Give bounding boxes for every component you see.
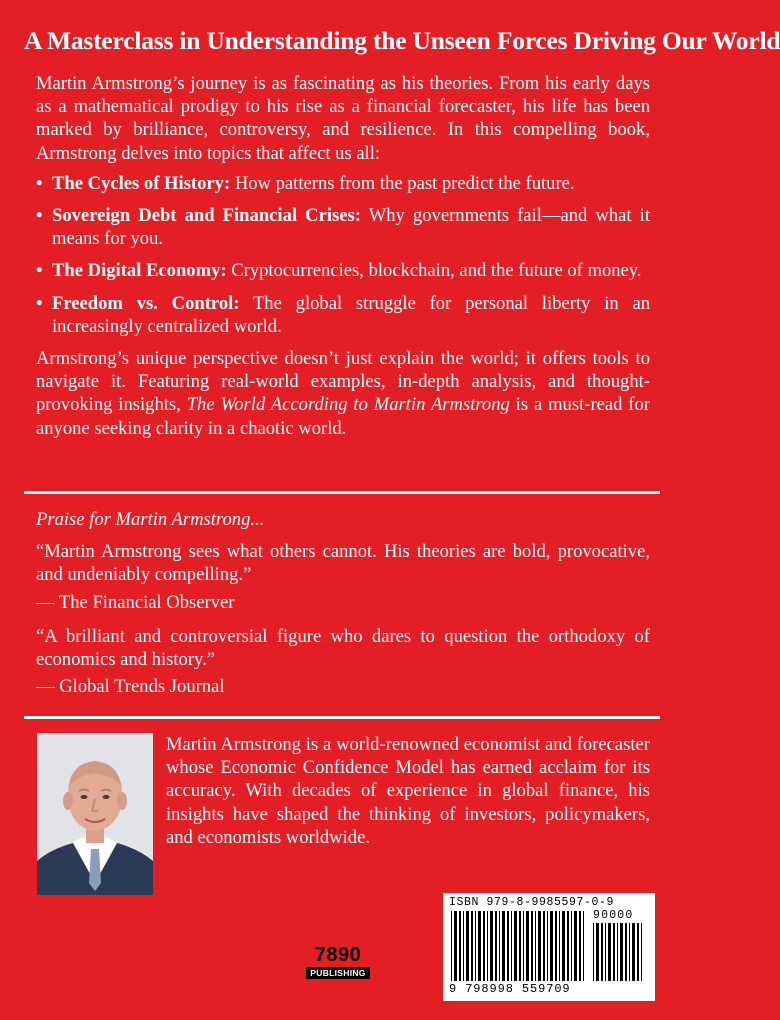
- barcode-bar: [579, 911, 581, 981]
- barcode-bar: [523, 911, 524, 981]
- barcode-bar: [637, 923, 639, 981]
- book-blurb: [36, 72, 650, 440]
- barcode-bar: [562, 911, 565, 981]
- barcode-bar: [613, 923, 615, 981]
- barcode-bar: [471, 911, 473, 981]
- barcode-bar: [463, 911, 464, 981]
- price-code: 90000: [593, 909, 634, 922]
- topic-title: Sovereign Debt and Financial Crises:: [52, 205, 361, 227]
- praise-quote: “Martin Armstrong sees what others cannot. His theories are bold, provocative, and undeniably compelling.”: [36, 541, 650, 586]
- barcode-bar: [641, 923, 642, 981]
- barcode-bar: [478, 911, 481, 981]
- praise-heading: Praise for Martin Armstrong...: [36, 509, 265, 530]
- closing-paragraph: [36, 347, 650, 440]
- divider-top: [24, 491, 660, 494]
- barcode-bar: [499, 911, 500, 981]
- topic-item: [36, 204, 650, 250]
- barcode-bar: [519, 911, 521, 981]
- topic-text: Cryptocurrencies, blockchain, and the future of money.: [226, 260, 642, 282]
- barcode-bar: [466, 911, 469, 981]
- barcode-bar: [559, 911, 560, 981]
- topic-text: The global struggle for personal liberty in an increasingly centralized world.: [52, 292, 650, 337]
- publisher-logo-word: PUBLISHING: [306, 967, 370, 979]
- barcode-bar: [608, 923, 611, 981]
- barcode-bar: [511, 911, 512, 981]
- barcode-bar: [574, 911, 577, 981]
- barcode-bar: [451, 911, 452, 981]
- closing-text-before: Armstrong’s unique perspective doesn’t just explain the world; it offers tools to navigate it. Featuring real-world examples, in-depth analysis, and thought-provoking insights,: [36, 348, 650, 416]
- intro-paragraph: Martin Armstrong’s journey is as fascinating as his theories. From his early days as a mathematical prodigy to his rise as a financial forecaster, his life has been marked by brilliance, controversy, and resilience. In this compelling book, Armstrong delves into topics that affect us all:: [36, 73, 650, 164]
- barcode-digits: 9 798998 559709: [449, 982, 571, 996]
- barcode-bar: [538, 911, 541, 981]
- author-bio: Martin Armstrong is a world-renowned economist and forecaster whose Economic Confidence Model has earned acclaim for its accuracy. With decades of experience in global finance, his insights have shaped the thinking of investors, policymakers, and economists worldwide.: [166, 734, 650, 848]
- barcode-bar: [550, 911, 553, 981]
- barcode-bar: [507, 911, 509, 981]
- barcode-bars-addon: [593, 923, 649, 981]
- barcode-bar: [567, 911, 569, 981]
- barcode-bar: [593, 923, 594, 981]
- barcode-bar: [547, 911, 548, 981]
- barcode-bar: [629, 923, 630, 981]
- barcode-bars-main: [451, 911, 587, 981]
- barcode-bar: [620, 923, 623, 981]
- barcode-bar: [625, 923, 627, 981]
- topic-title: The Digital Economy:: [52, 260, 227, 282]
- author-photo: [37, 733, 153, 895]
- barcode-bar: [475, 911, 476, 981]
- barcode-bar: [605, 923, 606, 981]
- isbn-label: ISBN 979-8-9985597-0-9: [449, 896, 615, 909]
- topic-text: How patterns from the past predict the future.: [230, 172, 575, 194]
- barcode-bar: [601, 923, 603, 981]
- praise-quote: “A brilliant and controversial figure who dares to question the orthodoxy of economics and history.”: [36, 625, 650, 671]
- barcode-bar: [632, 923, 635, 981]
- barcode-bar: [526, 911, 529, 981]
- topic-item: [36, 292, 650, 338]
- topic-item: [36, 259, 650, 282]
- headline: A Masterclass in Understanding the Unseen Forces Driving Our World: [24, 26, 780, 55]
- barcode-bar: [490, 911, 493, 981]
- barcode-bar: [459, 911, 461, 981]
- barcode-bar: [483, 911, 485, 981]
- author-portrait-illustration: [37, 733, 153, 895]
- topic-list: [36, 172, 650, 338]
- barcode-bar: [617, 923, 618, 981]
- divider-bottom: [24, 716, 660, 719]
- closing-text-after: is a must-read for anyone seeking clarity in a chaotic world.: [36, 394, 650, 439]
- topic-item: [36, 172, 650, 195]
- barcode-bar: [531, 911, 533, 981]
- praise-section: [36, 508, 650, 709]
- barcode-bar: [535, 911, 536, 981]
- barcode-bar: [555, 911, 557, 981]
- barcode-bar: [514, 911, 517, 981]
- publisher-logo: [306, 945, 370, 983]
- barcode-bar: [502, 911, 505, 981]
- topic-text: Why governments fail—and what it means for you.: [52, 205, 650, 250]
- book-title: The World According to Martin Armstrong: [186, 394, 510, 416]
- barcode-bar: [454, 911, 457, 981]
- barcode-bar: [571, 911, 572, 981]
- barcode-bar: [487, 911, 488, 981]
- barcode-bar: [583, 911, 584, 981]
- barcode-bar: [543, 911, 545, 981]
- barcode-bar: [495, 911, 497, 981]
- topic-title: The Cycles of History:: [52, 172, 231, 194]
- publisher-logo-number: 7890: [314, 944, 362, 966]
- praise-source: — Global Trends Journal: [36, 676, 225, 698]
- isbn-barcode: [443, 893, 655, 1001]
- praise-source: — The Financial Observer: [36, 591, 235, 613]
- barcode-bar: [596, 923, 599, 981]
- topic-title: Freedom vs. Control:: [52, 292, 240, 314]
